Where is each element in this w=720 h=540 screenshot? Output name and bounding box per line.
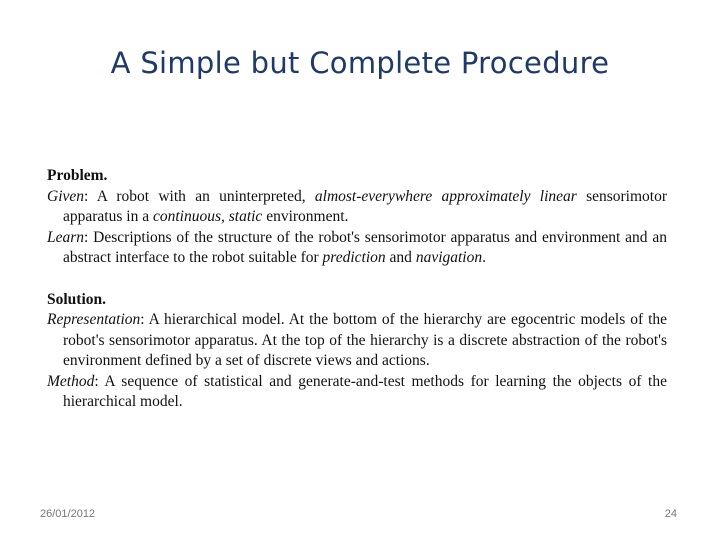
representation-paragraph <box>47 310 667 372</box>
italic-text-segment: Given <box>47 187 85 205</box>
italic-text-segment: almost-everywhere approximately linear <box>314 187 577 205</box>
text-segment: : A sequence of statistical and generate-and-test methods for learning the objects of the hierarchical model. <box>63 372 667 410</box>
text-segment: : Descriptions of the structure of the robot's sensorimotor apparatus and environment and an abstract interface to the robot suitable for <box>63 228 667 266</box>
text-segment: and <box>385 249 416 266</box>
italic-text-segment: navigation <box>415 249 483 266</box>
text-segment: . <box>482 249 486 266</box>
italic-text-segment: Learn <box>47 228 85 246</box>
given-paragraph <box>47 187 667 228</box>
slide-content <box>47 166 667 413</box>
text-segment: : A robot with an uninterpreted, <box>84 187 315 205</box>
text-segment: : A hierarchical model. At the bottom of the hierarchy are egocentric models of the robot's sensorimotor apparatus. At the top of the hierarchy is a discrete abstraction of the robot's environment defined by a set of discrete views and actions. <box>63 311 667 369</box>
slide-page-number: 24 <box>664 508 677 520</box>
learn-paragraph <box>47 228 667 269</box>
method-paragraph <box>47 372 667 413</box>
italic-text-segment: Representation <box>47 311 141 328</box>
text-segment: sensorimotor apparatus in a <box>63 187 668 225</box>
problem-heading: Problem. <box>47 167 108 184</box>
text-segment: environment. <box>262 208 349 225</box>
slide-date: 26/01/2012 <box>40 508 96 520</box>
italic-text-segment: continuous, static <box>152 208 263 225</box>
solution-heading: Solution. <box>47 290 107 308</box>
italic-text-segment: Method <box>47 372 95 390</box>
slide-title: A Simple but Complete Procedure <box>110 46 610 80</box>
section-spacer <box>47 269 667 290</box>
italic-text-segment: prediction <box>322 249 386 266</box>
